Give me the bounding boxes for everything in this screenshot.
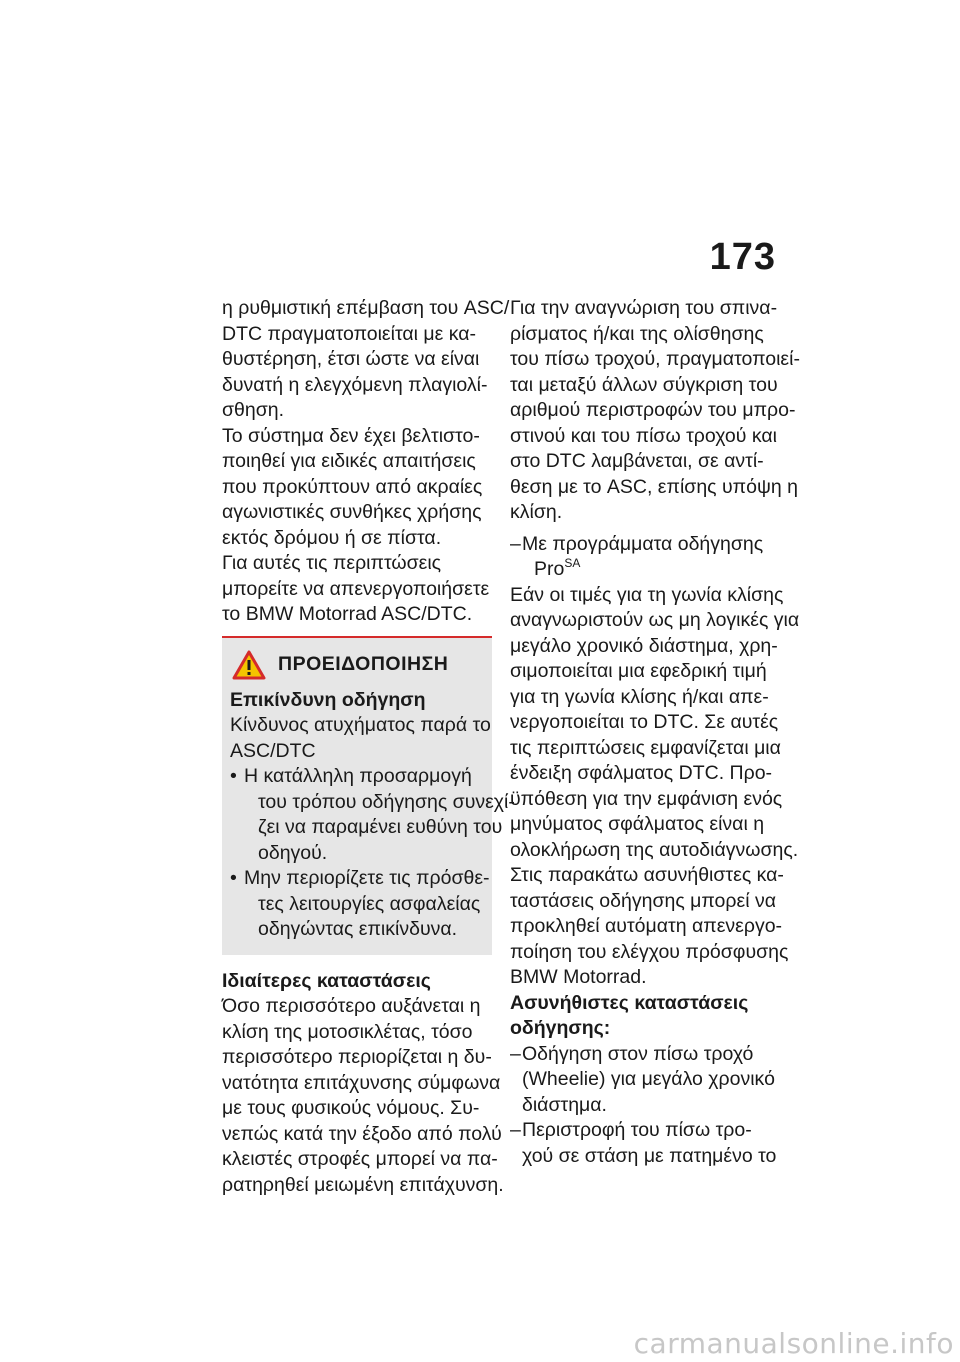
dash-line: χού σε στάση με πατημένο το bbox=[522, 1144, 777, 1167]
dash-line: (Wheelie) για μεγάλο χρονικό bbox=[522, 1068, 775, 1090]
text-line: εκτός δρόμου ή σε πίστα. bbox=[222, 526, 442, 549]
text-line: κλίση της μοτοσικλέτας, τόσο bbox=[222, 1020, 473, 1043]
right-intro bbox=[510, 296, 800, 526]
text-line: ρίσματος ή/και της ολίσθησης bbox=[510, 322, 764, 345]
text-line: αναγνωριστούν ως μη λογικές για bbox=[510, 609, 800, 631]
warning-desc-line: ASC/DTC bbox=[230, 739, 316, 762]
dash-line: Με προγράμματα οδήγησης bbox=[522, 532, 764, 555]
text-line: το BMW Motorrad ASC/DTC. bbox=[222, 603, 473, 625]
dash-mark: – bbox=[510, 532, 521, 555]
warning-title: ΠΡΟΕΙΔΟΠΟΙΗΣΗ bbox=[278, 652, 449, 675]
dash-line: Περιστροφή του πίσω τρο- bbox=[522, 1119, 752, 1141]
warning-header bbox=[222, 650, 492, 680]
warning-box bbox=[222, 638, 515, 955]
text-line: αριθμού περιστροφών του μπρο- bbox=[510, 399, 796, 421]
text-line: νεπώς κατά την έξοδο από πολύ bbox=[222, 1122, 502, 1145]
bullet-mark: • bbox=[230, 765, 237, 787]
text-line: Το σύστημα δεν έχει βελτιστο- bbox=[222, 424, 480, 447]
watermark: carmanualsonline.info bbox=[633, 1327, 954, 1360]
text-line: σιμοποιείται μια εφεδρική τιμή bbox=[510, 660, 767, 682]
left-intro bbox=[222, 296, 510, 628]
bullet-line: οδηγώντας επικίνδυνα. bbox=[258, 918, 458, 940]
text-line: νεργοποιείται το DTC. Σε αυτές bbox=[510, 711, 779, 733]
text-line: ένδειξη σφάλματος DTC. Προ- bbox=[510, 762, 773, 784]
text-line: Όσο περισσότερο αυξάνεται η bbox=[222, 995, 481, 1017]
section-body bbox=[222, 994, 504, 1198]
dash-item bbox=[510, 1118, 782, 1169]
dash-mark: – bbox=[510, 1042, 521, 1065]
text-line: θυστέρηση, έτσι ώστε να είναι bbox=[222, 348, 480, 370]
bullet-line: ζει να παραμένει ευθύνη του bbox=[258, 816, 503, 838]
text-line: αγωνιστικές συνθήκες χρήσης bbox=[222, 501, 482, 523]
warning-desc-line: Κίνδυνος ατυχήματος παρά το bbox=[230, 714, 491, 736]
text-line: Στις παρακάτω ασυνήθιστες κα- bbox=[510, 864, 784, 886]
dash-line: Οδήγηση στον πίσω τροχό bbox=[522, 1042, 754, 1065]
sa-superscript: SA bbox=[564, 556, 581, 570]
text-line: τις περιπτώσεις εμφανίζεται μια bbox=[510, 736, 781, 759]
dash-mark: – bbox=[510, 1119, 521, 1141]
dash-line: διάστημα. bbox=[522, 1093, 607, 1116]
text-line: νατότητα επιτάχυνσης σύμφωνα bbox=[222, 1071, 501, 1094]
bullet-line: του τρόπου οδήγησης συνεχί- bbox=[258, 790, 515, 813]
text-line: στινού και του πίσω τροχού και bbox=[510, 424, 777, 447]
text-line: μπορείτε να απενεργοποιήσετε bbox=[222, 577, 490, 600]
dash-item-pro-modes bbox=[510, 532, 782, 583]
pro-label: Pro bbox=[534, 558, 565, 580]
text-line: η ρυθμιστική επέμβαση του ASC/ bbox=[222, 297, 510, 319]
text-line: ταστάσεις οδήγησης μπορεί να bbox=[510, 889, 776, 912]
text-line: σθηση. bbox=[222, 399, 285, 421]
text-line: ποιηθεί για ειδικές απαιτήσεις bbox=[222, 450, 476, 472]
text-line: Για την αναγνώριση του σπινα- bbox=[510, 297, 778, 319]
text-line: με τους φυσικούς νόμους. Συ- bbox=[222, 1097, 480, 1119]
text-line: κλειστές στροφές μπορεί να πα- bbox=[222, 1148, 498, 1170]
text-line: Για αυτές τις περιπτώσεις bbox=[222, 552, 442, 574]
bold-title-line: οδήγησης: bbox=[510, 1017, 611, 1039]
text-line: προκληθεί αυτόματη απενεργο- bbox=[510, 915, 783, 937]
bullet-line: Μην περιορίζετε τις πρόσθε- bbox=[244, 867, 490, 889]
warning-bullet bbox=[230, 866, 492, 943]
text-line: μεγάλο χρονικό διάστημα, χρη- bbox=[510, 634, 778, 657]
text-line: θεση με το ASC, επίσης υπόψη η bbox=[510, 475, 798, 498]
bold-title-line: Ασυνήθιστες καταστάσεις bbox=[510, 991, 749, 1014]
section-title: Ιδιαίτερες καταστάσεις bbox=[222, 969, 431, 992]
text-line: DTC πραγματοποιείται με κα- bbox=[222, 322, 477, 345]
bullet-line: τες λειτουργίες ασφαλείας bbox=[258, 892, 481, 915]
warning-subtitle: Επικίνδυνη οδήγηση bbox=[230, 688, 426, 711]
right-column bbox=[510, 296, 800, 1169]
text-line: δυνατή η ελεγχόμενη πλαγιολί- bbox=[222, 373, 488, 396]
text-line: μηνύματος σφάλματος είναι η bbox=[510, 813, 765, 835]
text-line: BMW Motorrad. bbox=[510, 966, 647, 988]
text-line: περισσότερο περιορίζεται η δυ- bbox=[222, 1046, 492, 1068]
text-line: ολοκλήρωση της αυτοδιάγνωσης. bbox=[510, 838, 799, 861]
bullet-mark: • bbox=[230, 867, 237, 889]
text-line: ποίηση του ελέγχου πρόσφυσης bbox=[510, 940, 789, 963]
text-line: του πίσω τροχού, πραγματοποιεί- bbox=[510, 348, 800, 370]
text-line: ϋπόθεση για την εμφάνιση ενός bbox=[510, 787, 783, 810]
bullet-line: οδηγού. bbox=[258, 841, 328, 864]
text-line: ρατηρηθεί μειωμένη επιτάχυνση. bbox=[222, 1173, 504, 1196]
text-line: που προκύπτουν από ακραίες bbox=[222, 475, 483, 498]
left-column bbox=[222, 296, 515, 1198]
bullet-line: Η κατάλληλη προσαρμογή bbox=[244, 765, 472, 787]
text-line: για τη γωνία κλίσης ή/και απε- bbox=[510, 685, 769, 708]
page-number: 173 bbox=[709, 236, 776, 278]
text-line: στο DTC λαμβάνεται, σε αντί- bbox=[510, 450, 764, 472]
warning-bullet bbox=[230, 764, 515, 866]
dash-line-pro bbox=[522, 557, 763, 583]
warning-triangle-icon bbox=[232, 650, 266, 680]
text-line: ται μεταξύ άλλων σύγκριση του bbox=[510, 373, 778, 396]
text-line: Εάν οι τιμές για τη γωνία κλίσης bbox=[510, 583, 784, 606]
text-line: κλίση. bbox=[510, 501, 563, 523]
right-body bbox=[510, 583, 800, 991]
dash-item bbox=[510, 1042, 782, 1119]
